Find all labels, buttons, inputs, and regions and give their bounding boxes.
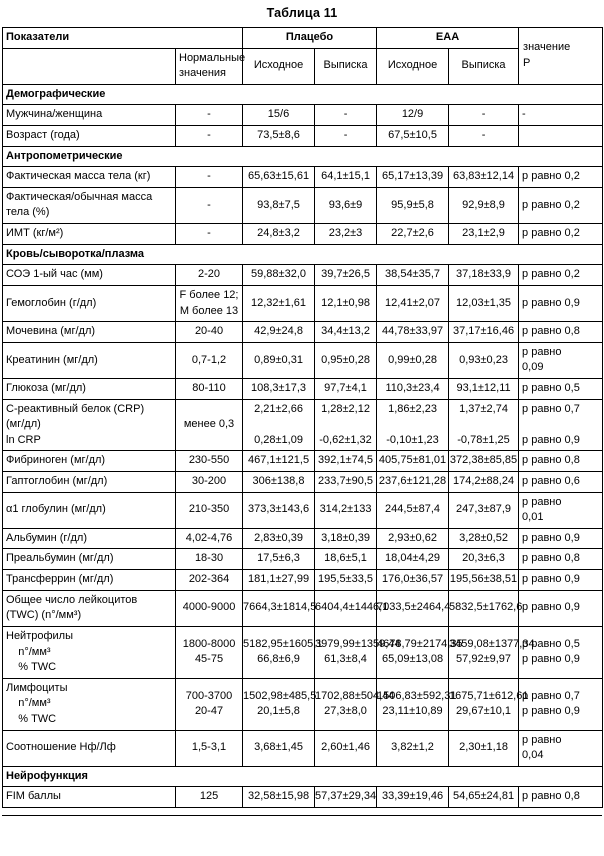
value-cell: 0,95±0,28 — [315, 342, 377, 378]
value-cell: 30-200 — [176, 472, 243, 493]
table-row — [3, 570, 603, 591]
table-body — [3, 84, 603, 807]
row-label: Мужчина/женщина — [3, 105, 176, 126]
row-label: Преальбумин (мг/дл) — [3, 549, 176, 570]
value-cell: 65,63±15,61 — [243, 167, 315, 188]
value-cell: 405,75±81,01 — [377, 451, 449, 472]
value-cell: 64,1±15,1 — [315, 167, 377, 188]
table-row — [3, 342, 603, 378]
value-cell: 0,89±0,31 — [243, 342, 315, 378]
value-cell: - — [449, 105, 519, 126]
value-cell: 18-30 — [176, 549, 243, 570]
value-cell: 230-550 — [176, 451, 243, 472]
row-label: С-реактивный белок (CRP) (мг/дл) ln CRP — [3, 399, 176, 451]
table-row — [3, 265, 603, 286]
p-value-cell: р равно 0,2 — [519, 224, 603, 245]
value-cell: 12,03±1,35 — [449, 285, 519, 321]
value-cell: 20-40 — [176, 322, 243, 343]
table-row — [3, 549, 603, 570]
value-cell: 23,1±2,9 — [449, 224, 519, 245]
value-cell: 700-3700 20-47 — [176, 678, 243, 730]
column-header-empty — [3, 48, 176, 84]
value-cell: 3459,08±1377,34 57,92±9,97 — [449, 626, 519, 678]
section-label: Демографические — [3, 84, 603, 105]
value-cell: 4,02-4,76 — [176, 528, 243, 549]
value-cell: 2,60±1,46 — [315, 730, 377, 766]
column-header-placebo-baseline: Исходное — [243, 48, 315, 84]
table-row — [3, 187, 603, 223]
p-value-cell: р равно 0,7 р равно 0,9 — [519, 399, 603, 451]
row-label: FIM баллы — [3, 787, 176, 808]
row-label: Креатинин (мг/дл) — [3, 342, 176, 378]
table-row — [3, 590, 603, 626]
value-cell: 32,58±15,98 — [243, 787, 315, 808]
value-cell: 467,1±121,5 — [243, 451, 315, 472]
p-value-cell: р равно 0,2 — [519, 187, 603, 223]
value-cell: 12,32±1,61 — [243, 285, 315, 321]
value-cell: 7033,5±2464,4 — [377, 590, 449, 626]
value-cell: 15/6 — [243, 105, 315, 126]
row-label: Фактическая масса тела (кг) — [3, 167, 176, 188]
value-cell: 24,8±3,2 — [243, 224, 315, 245]
p-value-cell: р равно 0,9 — [519, 285, 603, 321]
section-label: Антропометрические — [3, 146, 603, 167]
value-cell: 0,99±0,28 — [377, 342, 449, 378]
row-label: ИМТ (кг/м²) — [3, 224, 176, 245]
value-cell: 181,1±27,99 — [243, 570, 315, 591]
value-cell: 125 — [176, 787, 243, 808]
value-cell: - — [176, 167, 243, 188]
row-label: α1 глобулин (мг/дл) — [3, 492, 176, 528]
table-row — [3, 105, 603, 126]
value-cell: 2,21±2,66 0,28±1,09 — [243, 399, 315, 451]
p-value-cell: - — [519, 105, 603, 126]
value-cell: 1,37±2,74 -0,78±1,25 — [449, 399, 519, 451]
column-header-indicators: Показатели — [3, 28, 243, 49]
value-cell: 1800-8000 45-75 — [176, 626, 243, 678]
value-cell: - — [176, 224, 243, 245]
table-row — [3, 378, 603, 399]
table-row — [3, 492, 603, 528]
row-label: Мочевина (мг/дл) — [3, 322, 176, 343]
value-cell: 20,3±6,3 — [449, 549, 519, 570]
value-cell: 195,5±33,5 — [315, 570, 377, 591]
value-cell: 108,3±17,3 — [243, 378, 315, 399]
p-value-cell: р равно 0,7 р равно 0,9 — [519, 678, 603, 730]
table-row — [3, 678, 603, 730]
value-cell: 38,54±35,7 — [377, 265, 449, 286]
value-cell: 3,18±0,39 — [315, 528, 377, 549]
p-value-cell: р равно 0,9 — [519, 528, 603, 549]
value-cell: 176,0±36,57 — [377, 570, 449, 591]
row-label: Альбумин (г/дл) — [3, 528, 176, 549]
p-value-cell: р равно 0,8 — [519, 322, 603, 343]
table-row — [3, 224, 603, 245]
table-row — [3, 285, 603, 321]
value-cell: 1,86±2,23 -0,10±1,23 — [377, 399, 449, 451]
section-row — [3, 146, 603, 167]
p-value-cell: р равно 0,9 — [519, 570, 603, 591]
p-value-cell: р равно 0,04 — [519, 730, 603, 766]
value-cell: 233,7±90,5 — [315, 472, 377, 493]
value-cell: 244,5±87,4 — [377, 492, 449, 528]
p-value-cell: р равно 0,8 — [519, 451, 603, 472]
value-cell: 54,65±24,81 — [449, 787, 519, 808]
value-cell: 37,17±16,46 — [449, 322, 519, 343]
column-header-placebo: Плацебо — [243, 28, 377, 49]
p-value-cell: р равно 0,5 — [519, 378, 603, 399]
row-label: Соотношение Нф/Лф — [3, 730, 176, 766]
value-cell: 18,6±5,1 — [315, 549, 377, 570]
value-cell: 373,3±143,6 — [243, 492, 315, 528]
value-cell: 1,5-3,1 — [176, 730, 243, 766]
value-cell: 12,1±0,98 — [315, 285, 377, 321]
value-cell: 195,56±38,51 — [449, 570, 519, 591]
section-label: Кровь/сыворотка/плазма — [3, 244, 603, 265]
value-cell: 392,1±74,5 — [315, 451, 377, 472]
value-cell: 1675,71±612,61 29,67±10,1 — [449, 678, 519, 730]
value-cell: - — [315, 105, 377, 126]
row-label: Лимфоциты n°/мм³ % TWC — [3, 678, 176, 730]
value-cell: - — [176, 126, 243, 147]
p-value-cell: р равно 0,01 — [519, 492, 603, 528]
p-value-cell: р равно 0,9 — [519, 590, 603, 626]
value-cell: 0,93±0,23 — [449, 342, 519, 378]
table-row — [3, 528, 603, 549]
value-cell: 237,6±121,28 — [377, 472, 449, 493]
row-label: Трансферрин (мг/дл) — [3, 570, 176, 591]
value-cell: 247,3±87,9 — [449, 492, 519, 528]
value-cell: 372,38±85,85 — [449, 451, 519, 472]
value-cell: 34,4±13,2 — [315, 322, 377, 343]
value-cell: 93,1±12,11 — [449, 378, 519, 399]
value-cell: 2,93±0,62 — [377, 528, 449, 549]
value-cell: - — [176, 105, 243, 126]
value-cell: 73,5±8,6 — [243, 126, 315, 147]
table-row — [3, 451, 603, 472]
value-cell: 3,82±1,2 — [377, 730, 449, 766]
value-cell: 12/9 — [377, 105, 449, 126]
value-cell: 3,68±1,45 — [243, 730, 315, 766]
row-label: Гаптоглобин (мг/дл) — [3, 472, 176, 493]
table-row — [3, 126, 603, 147]
clinical-results-table — [2, 27, 603, 808]
value-cell: - — [449, 126, 519, 147]
section-row — [3, 244, 603, 265]
p-value-cell: р равно 0,2 — [519, 265, 603, 286]
value-cell: 12,41±2,07 — [377, 285, 449, 321]
value-cell: 18,04±4,29 — [377, 549, 449, 570]
row-label: Возраст (года) — [3, 126, 176, 147]
value-cell: 1502,98±485,5 20,1±5,8 — [243, 678, 315, 730]
row-label: Гемоглобин (г/дл) — [3, 285, 176, 321]
value-cell: 2,83±0,39 — [243, 528, 315, 549]
value-cell: 7664,3±1814,5 — [243, 590, 315, 626]
row-label: Нейтрофилы n°/мм³ % TWC — [3, 626, 176, 678]
column-header-eaa: ЕАА — [377, 28, 519, 49]
table-title: Таблица 11 — [266, 6, 338, 20]
value-cell: 2-20 — [176, 265, 243, 286]
value-cell: 0,7-1,2 — [176, 342, 243, 378]
value-cell: 63,83±12,14 — [449, 167, 519, 188]
section-label: Нейрофункция — [3, 766, 603, 787]
value-cell: 37,18±33,9 — [449, 265, 519, 286]
value-cell: менее 0,3 — [176, 399, 243, 451]
p-value-cell — [519, 126, 603, 147]
value-cell: 17,5±6,3 — [243, 549, 315, 570]
column-header-eaa-baseline: Исходное — [377, 48, 449, 84]
value-cell: 110,3±23,4 — [377, 378, 449, 399]
table-row — [3, 472, 603, 493]
value-cell: 6404,4±1446,1 — [315, 590, 377, 626]
value-cell: 97,7±4,1 — [315, 378, 377, 399]
value-cell: 1,28±2,12 -0,62±1,32 — [315, 399, 377, 451]
value-cell: 42,9±24,8 — [243, 322, 315, 343]
value-cell: 3979,99±1359,44 61,3±8,4 — [315, 626, 377, 678]
value-cell: 5832,5±1762,6 — [449, 590, 519, 626]
value-cell: 33,39±19,46 — [377, 787, 449, 808]
value-cell: 67,5±10,5 — [377, 126, 449, 147]
table-header — [3, 28, 603, 85]
value-cell: 80-110 — [176, 378, 243, 399]
value-cell: 57,37±29,34 — [315, 787, 377, 808]
p-value-cell: р равно 0,8 — [519, 787, 603, 808]
row-label: Глюкоза (мг/дл) — [3, 378, 176, 399]
table-row — [3, 626, 603, 678]
column-header-placebo-discharge: Выписка — [315, 48, 377, 84]
value-cell: 174,2±88,24 — [449, 472, 519, 493]
row-label: Фактическая/обычная масса тела (%) — [3, 187, 176, 223]
value-cell: 1702,88±504,44 27,3±8,0 — [315, 678, 377, 730]
value-cell: 3,28±0,52 — [449, 528, 519, 549]
value-cell: 314,2±133 — [315, 492, 377, 528]
value-cell: 93,6±9 — [315, 187, 377, 223]
value-cell: - — [315, 126, 377, 147]
table-row — [3, 787, 603, 808]
value-cell: 22,7±2,6 — [377, 224, 449, 245]
value-cell: 39,7±26,5 — [315, 265, 377, 286]
column-header-eaa-discharge: Выписка — [449, 48, 519, 84]
column-header-normal-values: Нормальные значения — [176, 48, 243, 84]
value-cell: 44,78±33,97 — [377, 322, 449, 343]
value-cell: 92,9±8,9 — [449, 187, 519, 223]
header-row-groups — [3, 28, 603, 49]
value-cell: 93,8±7,5 — [243, 187, 315, 223]
value-cell: 2,30±1,18 — [449, 730, 519, 766]
value-cell: 5182,95±1605,1 66,8±6,9 — [243, 626, 315, 678]
p-value-cell: р равно 0,8 — [519, 549, 603, 570]
value-cell: 23,2±3 — [315, 224, 377, 245]
value-cell: 95,9±5,8 — [377, 187, 449, 223]
header-row-subcolumns — [3, 48, 603, 84]
p-value-cell: р равно 0,09 — [519, 342, 603, 378]
value-cell: 1506,83±592,31 23,11±10,89 — [377, 678, 449, 730]
value-cell: 210-350 — [176, 492, 243, 528]
p-value-cell: р равно 0,2 — [519, 167, 603, 188]
row-label: Общее число лейкоцитов (TWC) (n°/мм³) — [3, 590, 176, 626]
p-value-cell: р равно 0,6 — [519, 472, 603, 493]
value-cell: 4000-9000 — [176, 590, 243, 626]
table-row — [3, 322, 603, 343]
value-cell: - — [176, 187, 243, 223]
value-cell: 65,17±13,39 — [377, 167, 449, 188]
row-label: СОЭ 1-ый час (мм) — [3, 265, 176, 286]
value-cell: 202-364 — [176, 570, 243, 591]
table-row — [3, 730, 603, 766]
section-row — [3, 766, 603, 787]
value-cell: F более 12; М более 13 — [176, 285, 243, 321]
value-cell: 59,88±32,0 — [243, 265, 315, 286]
value-cell: 306±138,8 — [243, 472, 315, 493]
row-label: Фибриноген (мг/дл) — [3, 451, 176, 472]
table-row — [3, 167, 603, 188]
section-row — [3, 84, 603, 105]
column-header-pvalue: значение Р — [519, 28, 603, 85]
page-bottom-rule — [2, 815, 602, 816]
table-row — [3, 399, 603, 451]
value-cell: 4678,79±2174,35 65,09±13,08 — [377, 626, 449, 678]
p-value-cell: р равно 0,5 р равно 0,9 — [519, 626, 603, 678]
